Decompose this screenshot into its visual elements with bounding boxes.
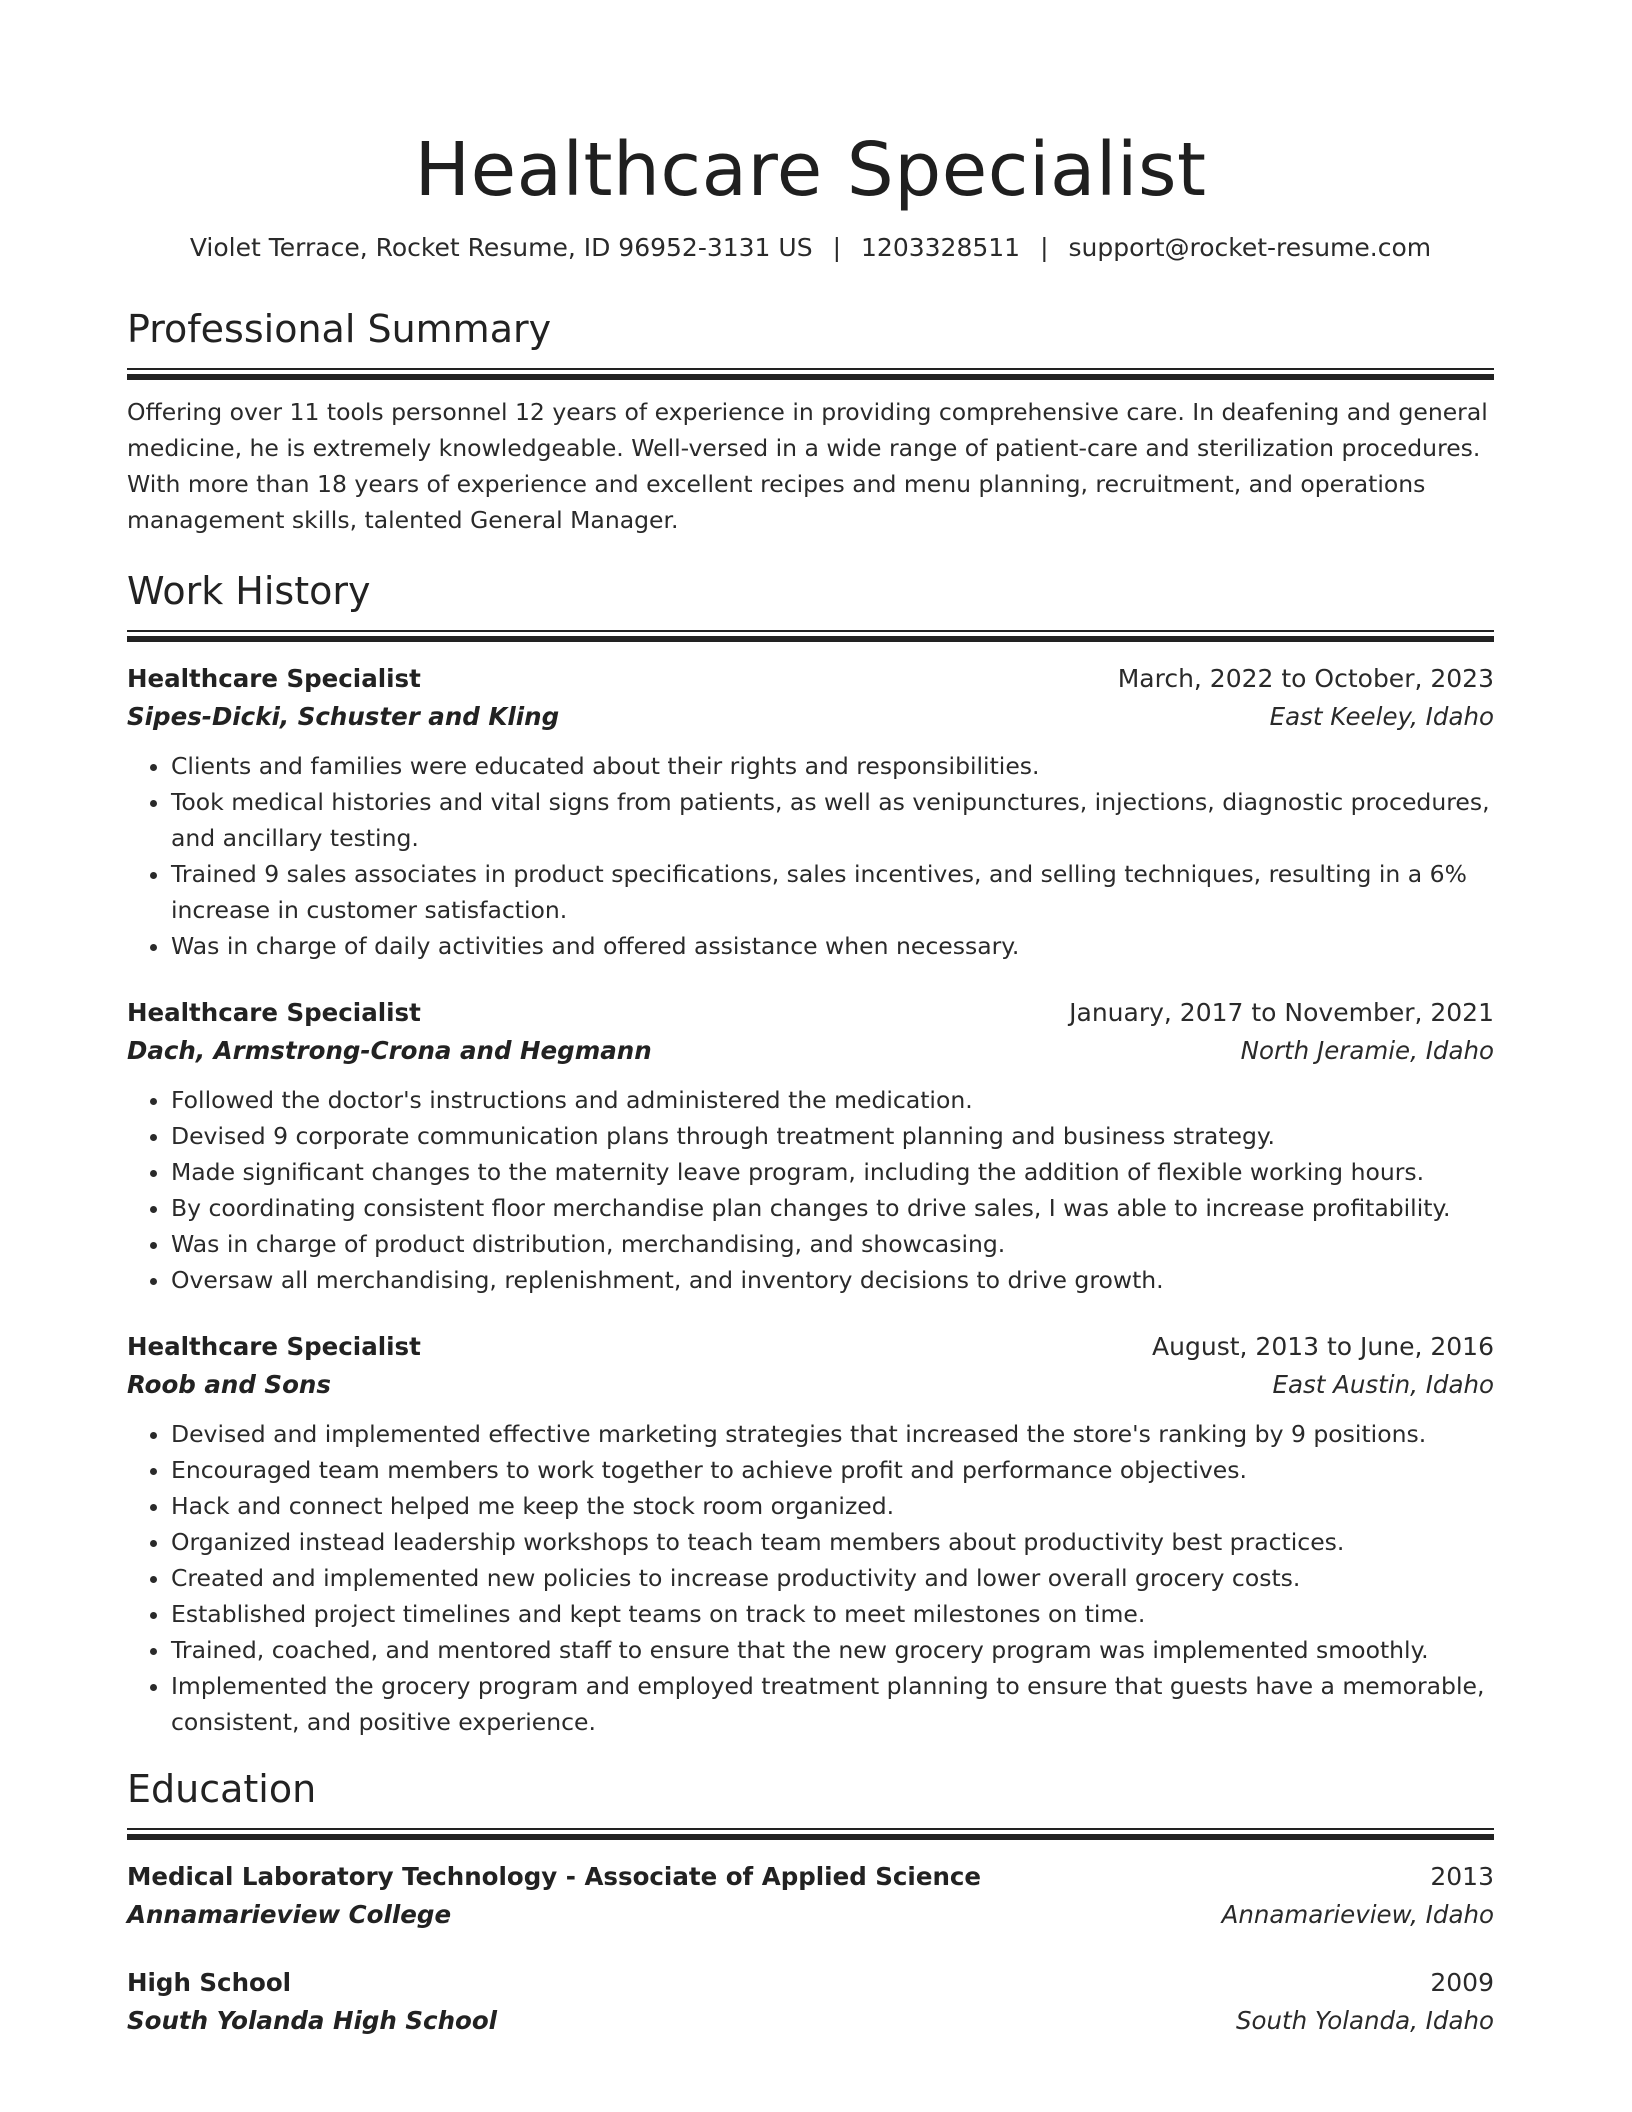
job-bullet: • By coordinating consistent floor merchandise plan changes to drive sales, I was able to increase profitability. <box>171 1190 1494 1226</box>
section-divider <box>127 1828 1494 1840</box>
resume-name: Healthcare Specialist <box>414 127 1207 213</box>
job-bullet: • Established project timelines and kept teams on track to meet milestones on time. <box>171 1596 1494 1632</box>
contact-email: support@rocket-resume.com <box>1068 233 1432 262</box>
job-location: East Austin, Idaho <box>1272 1370 1494 1399</box>
section-divider <box>127 630 1494 642</box>
job-dates: August, 2013 to June, 2016 <box>1152 1332 1494 1361</box>
education-school-row <box>127 2002 1494 2040</box>
education-school: Annamarieview College <box>127 1900 452 1929</box>
job-bullet: • Devised and implemented effective marketing strategies that increased the store's ranking by 9 positions. <box>171 1416 1494 1452</box>
education-heading: Education <box>127 1767 317 1811</box>
job-entry <box>127 994 1494 1298</box>
job-bullet: • Encouraged team members to work together to achieve profit and performance objectives. <box>171 1452 1494 1488</box>
summary-text: Offering over 11 tools personnel 12 years of experience in providing comprehensive care. In deafening and general medicine, he is extremely knowledgeable. Well-versed in a wide range of patient-care and sterilization procedures. With more than 18 years of experience and excellent recipes and menu planning, recruitment, and operations management skills, talented General Manager. <box>127 398 1488 534</box>
job-dates: January, 2017 to November, 2021 <box>1069 998 1494 1027</box>
job-bullet: • Was in charge of daily activities and offered assistance when necessary. <box>171 928 1494 964</box>
job-company: Dach, Armstrong-Crona and Hegmann <box>127 1036 652 1065</box>
job-bullet: • Trained 9 sales associates in product specifications, sales incentives, and selling techniques, resulting in a 6% increase in customer satisfaction. <box>171 856 1494 928</box>
job-bullets <box>127 1416 1494 1740</box>
contact-separator: | <box>1040 233 1049 262</box>
resume-page <box>127 0 1494 2040</box>
job-bullet: • Clients and families were educated about their rights and responsibilities. <box>171 748 1494 784</box>
job-company: Roob and Sons <box>127 1370 331 1399</box>
contact-phone: 1203328511 <box>861 233 1021 262</box>
job-bullets <box>127 1082 1494 1298</box>
job-bullet: • Was in charge of product distribution, merchandising, and showcasing. <box>171 1226 1494 1262</box>
job-header-row <box>127 994 1494 1032</box>
job-title: Healthcare Specialist <box>127 664 421 693</box>
job-header-row <box>127 660 1494 698</box>
work-history-heading: Work History <box>127 569 371 613</box>
job-entry <box>127 1328 1494 1740</box>
education-header-row <box>127 1964 1494 2002</box>
education-entry <box>127 1858 1494 1934</box>
job-bullets <box>127 748 1494 964</box>
contact-line <box>127 230 1494 266</box>
education-header-row <box>127 1858 1494 1896</box>
job-bullet: • Trained, coached, and mentored staff to ensure that the new grocery program was implemented smoothly. <box>171 1632 1494 1668</box>
education-year: 2009 <box>1430 1968 1494 1997</box>
job-company: Sipes-Dicki, Schuster and Kling <box>127 702 560 731</box>
job-title: Healthcare Specialist <box>127 998 421 1027</box>
job-bullet: • Made significant changes to the maternity leave program, including the addition of flexible working hours. <box>171 1154 1494 1190</box>
job-bullet: • Took medical histories and vital signs from patients, as well as venipunctures, injections, diagnostic procedures, and ancillary testing. <box>171 784 1494 856</box>
job-bullet: • Followed the doctor's instructions and administered the medication. <box>171 1082 1494 1118</box>
education-year: 2013 <box>1430 1862 1494 1891</box>
job-dates: March, 2022 to October, 2023 <box>1117 664 1494 693</box>
job-bullet: • Created and implemented new policies to increase productivity and lower overall grocery costs. <box>171 1560 1494 1596</box>
job-bullet: • Devised 9 corporate communication plans through treatment planning and business strategy. <box>171 1118 1494 1154</box>
job-title: Healthcare Specialist <box>127 1332 421 1361</box>
contact-address: Violet Terrace, Rocket Resume, ID 96952-3131 US <box>189 233 813 262</box>
job-entry <box>127 660 1494 964</box>
job-company-row <box>127 1366 1494 1404</box>
summary-heading: Professional Summary <box>127 307 552 351</box>
job-bullet: • Organized instead leadership workshops to teach team members about productivity best practices. <box>171 1524 1494 1560</box>
education-school: South Yolanda High School <box>127 2006 498 2035</box>
job-company-row <box>127 1032 1494 1070</box>
job-bullet: • Hack and connect helped me keep the stock room organized. <box>171 1488 1494 1524</box>
education-school-row <box>127 1896 1494 1934</box>
education-degree: Medical Laboratory Technology - Associate of Applied Science <box>127 1862 982 1891</box>
job-location: East Keeley, Idaho <box>1269 702 1494 731</box>
job-company-row <box>127 698 1494 736</box>
education-degree: High School <box>127 1968 292 1997</box>
job-header-row <box>127 1328 1494 1366</box>
education-location: South Yolanda, Idaho <box>1235 2006 1494 2035</box>
education-entry <box>127 1964 1494 2040</box>
education-location: Annamarieview, Idaho <box>1221 1900 1494 1929</box>
job-bullet: • Oversaw all merchandising, replenishment, and inventory decisions to drive growth. <box>171 1262 1494 1298</box>
job-bullet: • Implemented the grocery program and employed treatment planning to ensure that guests have a memorable, consistent, and positive experience. <box>171 1668 1494 1740</box>
job-location: North Jeramie, Idaho <box>1240 1036 1494 1065</box>
section-divider <box>127 368 1494 380</box>
contact-separator: | <box>832 233 842 262</box>
